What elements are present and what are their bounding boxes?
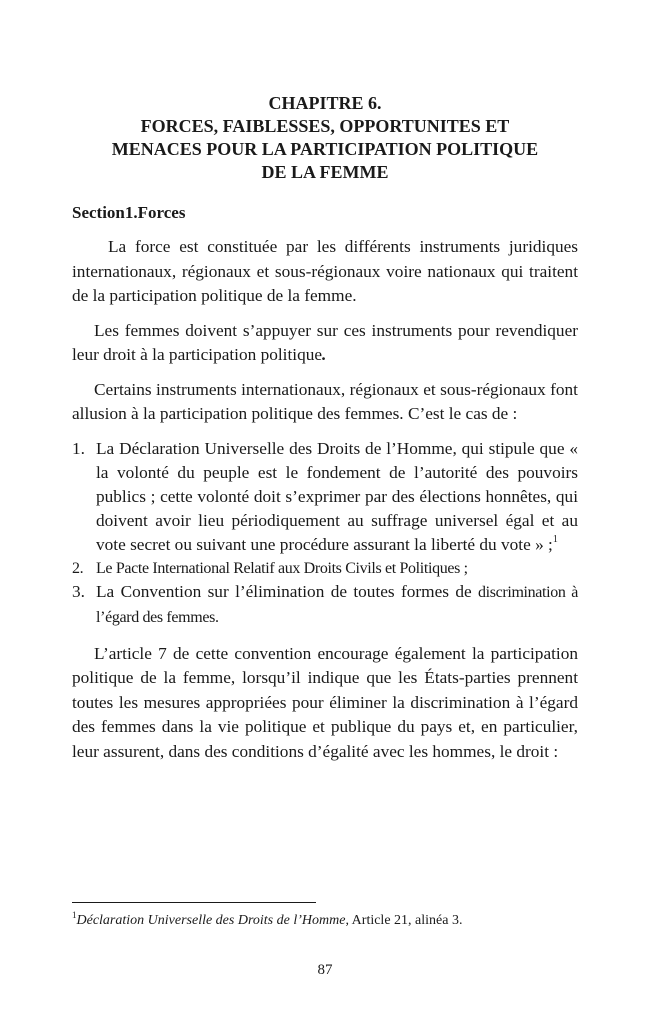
chapter-label: CHAPITRE 6. — [268, 93, 382, 113]
list-item — [72, 437, 578, 557]
paragraph-1: La force est constituée par les différents instruments juridiques internationaux, régionaux et sous-régionaux voire nationaux qui traitent de la participation politique de la femme. — [72, 237, 578, 305]
list-item-text-part1: La Convention sur l’élimination de toutes formes de — [96, 581, 479, 601]
list-item-number: 2. — [72, 559, 84, 577]
list-item-text: Le Pacte International Relatif aux Droits Civils et Politiques ; — [96, 559, 468, 577]
footnote — [72, 911, 578, 931]
footnote-rest: , Article 21, alinéa 3. — [345, 913, 463, 928]
list-item-number: 1. — [72, 438, 85, 458]
section-heading: Section1.Forces — [72, 203, 186, 222]
list-item-text: La Déclaration Universelle des Droits de l’Homme, qui stipule que « la volonté du peuple est le fondement de l’autorité des pouvoirs publics ; cette volonté doit s’exprimer par des élections honnêtes, qui doivent avoir lieu périodiquement au suffrage universel égal et au vote secret ou suivant une procédure assurant la liberté du vote » ; — [96, 438, 578, 554]
footnote-marker: 1 — [72, 910, 77, 920]
footnote-reference[interactable]: 1 — [552, 533, 558, 545]
footnote-divider — [72, 902, 316, 903]
paragraph-3: Certains instruments internationaux, régionaux et sous-régionaux font allusion à la participation politique des femmes. C’est le cas de : — [72, 379, 578, 423]
list-item-text-part2: discrimination à l’égard des femmes. — [96, 583, 578, 626]
chapter-title-line-2: MENACES POUR LA PARTICIPATION POLITIQUE — [111, 139, 539, 159]
paragraph-closing: L’article 7 de cette convention encourage également la participation politique de la femme, lorsqu’il indique que les États-parties prennent toutes les mesures appropriées pour éliminer la discrimination à l’égard des femmes dans la vie politique et publique du pays et, en particulier, leur assurent, dans des conditions d’égalité avec les hommes, le droit : — [72, 643, 578, 761]
paragraph-2-text: Les femmes doivent s’appuyer sur ces instruments pour revendiquer leur droit à la participation politique — [72, 320, 578, 364]
list-item-number: 3. — [72, 581, 85, 601]
instruments-list — [72, 437, 578, 630]
chapter-title-line-1: FORCES, FAIBLESSES, OPPORTUNITES ET — [140, 116, 510, 136]
paragraph-2-end: . — [322, 345, 327, 364]
list-item — [72, 580, 578, 630]
footnote-title: Déclaration Universelle des Droits de l’Homme — [76, 913, 346, 928]
chapter-title-line-3: DE LA FEMME — [261, 162, 389, 182]
chapter-title — [72, 92, 578, 184]
list-item — [72, 557, 578, 580]
page-body — [72, 92, 578, 774]
paragraph-2 — [72, 319, 578, 368]
page-number: 87 — [317, 962, 333, 978]
